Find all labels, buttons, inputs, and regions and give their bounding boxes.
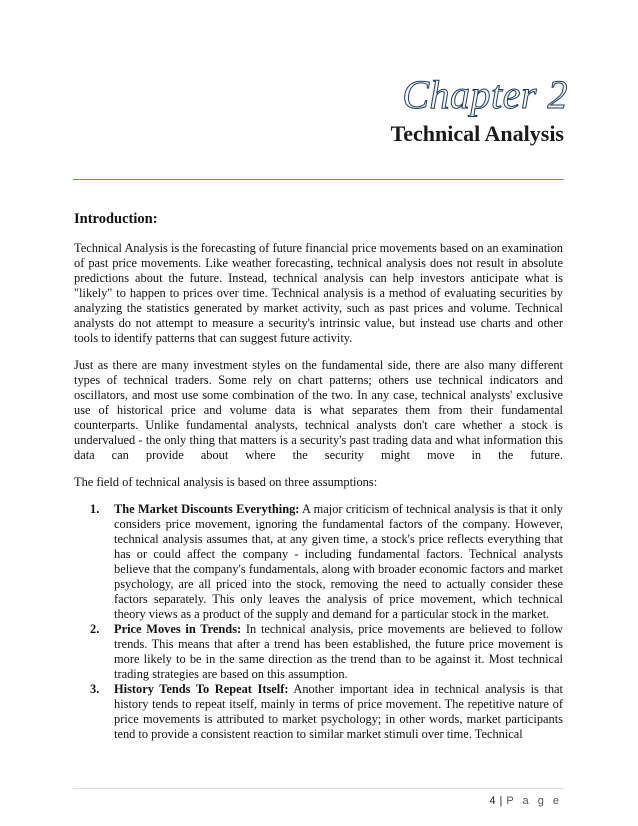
list-item-term: Price Moves in Trends: <box>114 622 242 636</box>
list-item-number: 1. <box>90 502 100 516</box>
page-label: P a g e <box>506 795 562 807</box>
list-item-term: History Tends To Repeat Itself: <box>114 682 289 696</box>
list-item-number: 2. <box>90 622 100 636</box>
footer-divider <box>73 788 564 789</box>
section-heading: Introduction: <box>74 211 158 227</box>
chapter-subtitle: Technical Analysis <box>390 121 564 146</box>
assumptions-list <box>74 502 563 742</box>
footer-separator: | <box>499 795 503 807</box>
list-item-term: The Market Discounts Everything: <box>114 502 300 516</box>
page-number: 4 <box>489 795 496 807</box>
list-item <box>90 502 563 622</box>
page-footer <box>489 795 562 807</box>
list-item-text: Another important idea in technical analysis is that history tends to repeat itself, mainly in terms of price movement. The repetitive nature of price movements is attributed to market psychology; in other words, market participants tend to provide a consistent reaction to similar market stimuli over time. Technical <box>114 682 563 741</box>
chapter-title: Chapter 2 <box>402 72 568 117</box>
list-item <box>90 682 563 742</box>
list-item <box>90 622 563 682</box>
list-item-text: In technical analysis, price movements are believed to follow trends. This means that after a trend has been established, the future price movement is more likely to be in the same direction as the trend than to be against it. Most technical trading strategies are based on this assumption. <box>114 622 564 681</box>
title-divider <box>73 179 564 180</box>
list-item-number: 3. <box>90 682 100 696</box>
intro-paragraph-3: The field of technical analysis is based on three assumptions: <box>74 475 378 489</box>
list-item-text: A major criticism of technical analysis is that it only considers price movement, ignoring the fundamental factors of the company. However, technical analysis assumes that, at any given time, a stock's price reflects everything that has or could affect the company - including fundamental factors. Technical analysts believe that the company's fundamentals, along with broader economic factors and market psychology, are all priced into the stock, removing the need to actually consider these factors separately. This only leaves the analysis of price movement, which technical theory views as a product of the supply and demand for a particular stock in the market. <box>114 502 563 621</box>
intro-paragraph-1: Technical Analysis is the forecasting of future financial price movements based on an examination of past price movements. Like weather forecasting, technical analysis does not result in absolute predictions about the future. Instead, technical analysis can help investors anticipate what is "likely" to happen to prices over time. Technical analysis is a method of evaluating securities by analyzing the statistics generated by market activity, such as past prices and volume. Technical analysts do not attempt to measure a security's intrinsic value, but instead use charts and other tools to identify patterns that can suggest future activity. <box>74 241 563 345</box>
page-content <box>74 210 563 742</box>
intro-paragraph-2: Just as there are many investment styles on the fundamental side, there are also many different types of technical traders. Some rely on chart patterns; others use technical indicators and oscillators, and most use some combination of the two. In any case, technical analysts' exclusive use of historical price and volume data is what separates them from their fundamental counterparts. Unlike fundamental analysts, technical analysts don't care whether a stock is undervalued - the only thing that matters is a security's past trading data and what information this data can provide about where the security might move in the future. <box>74 358 563 462</box>
